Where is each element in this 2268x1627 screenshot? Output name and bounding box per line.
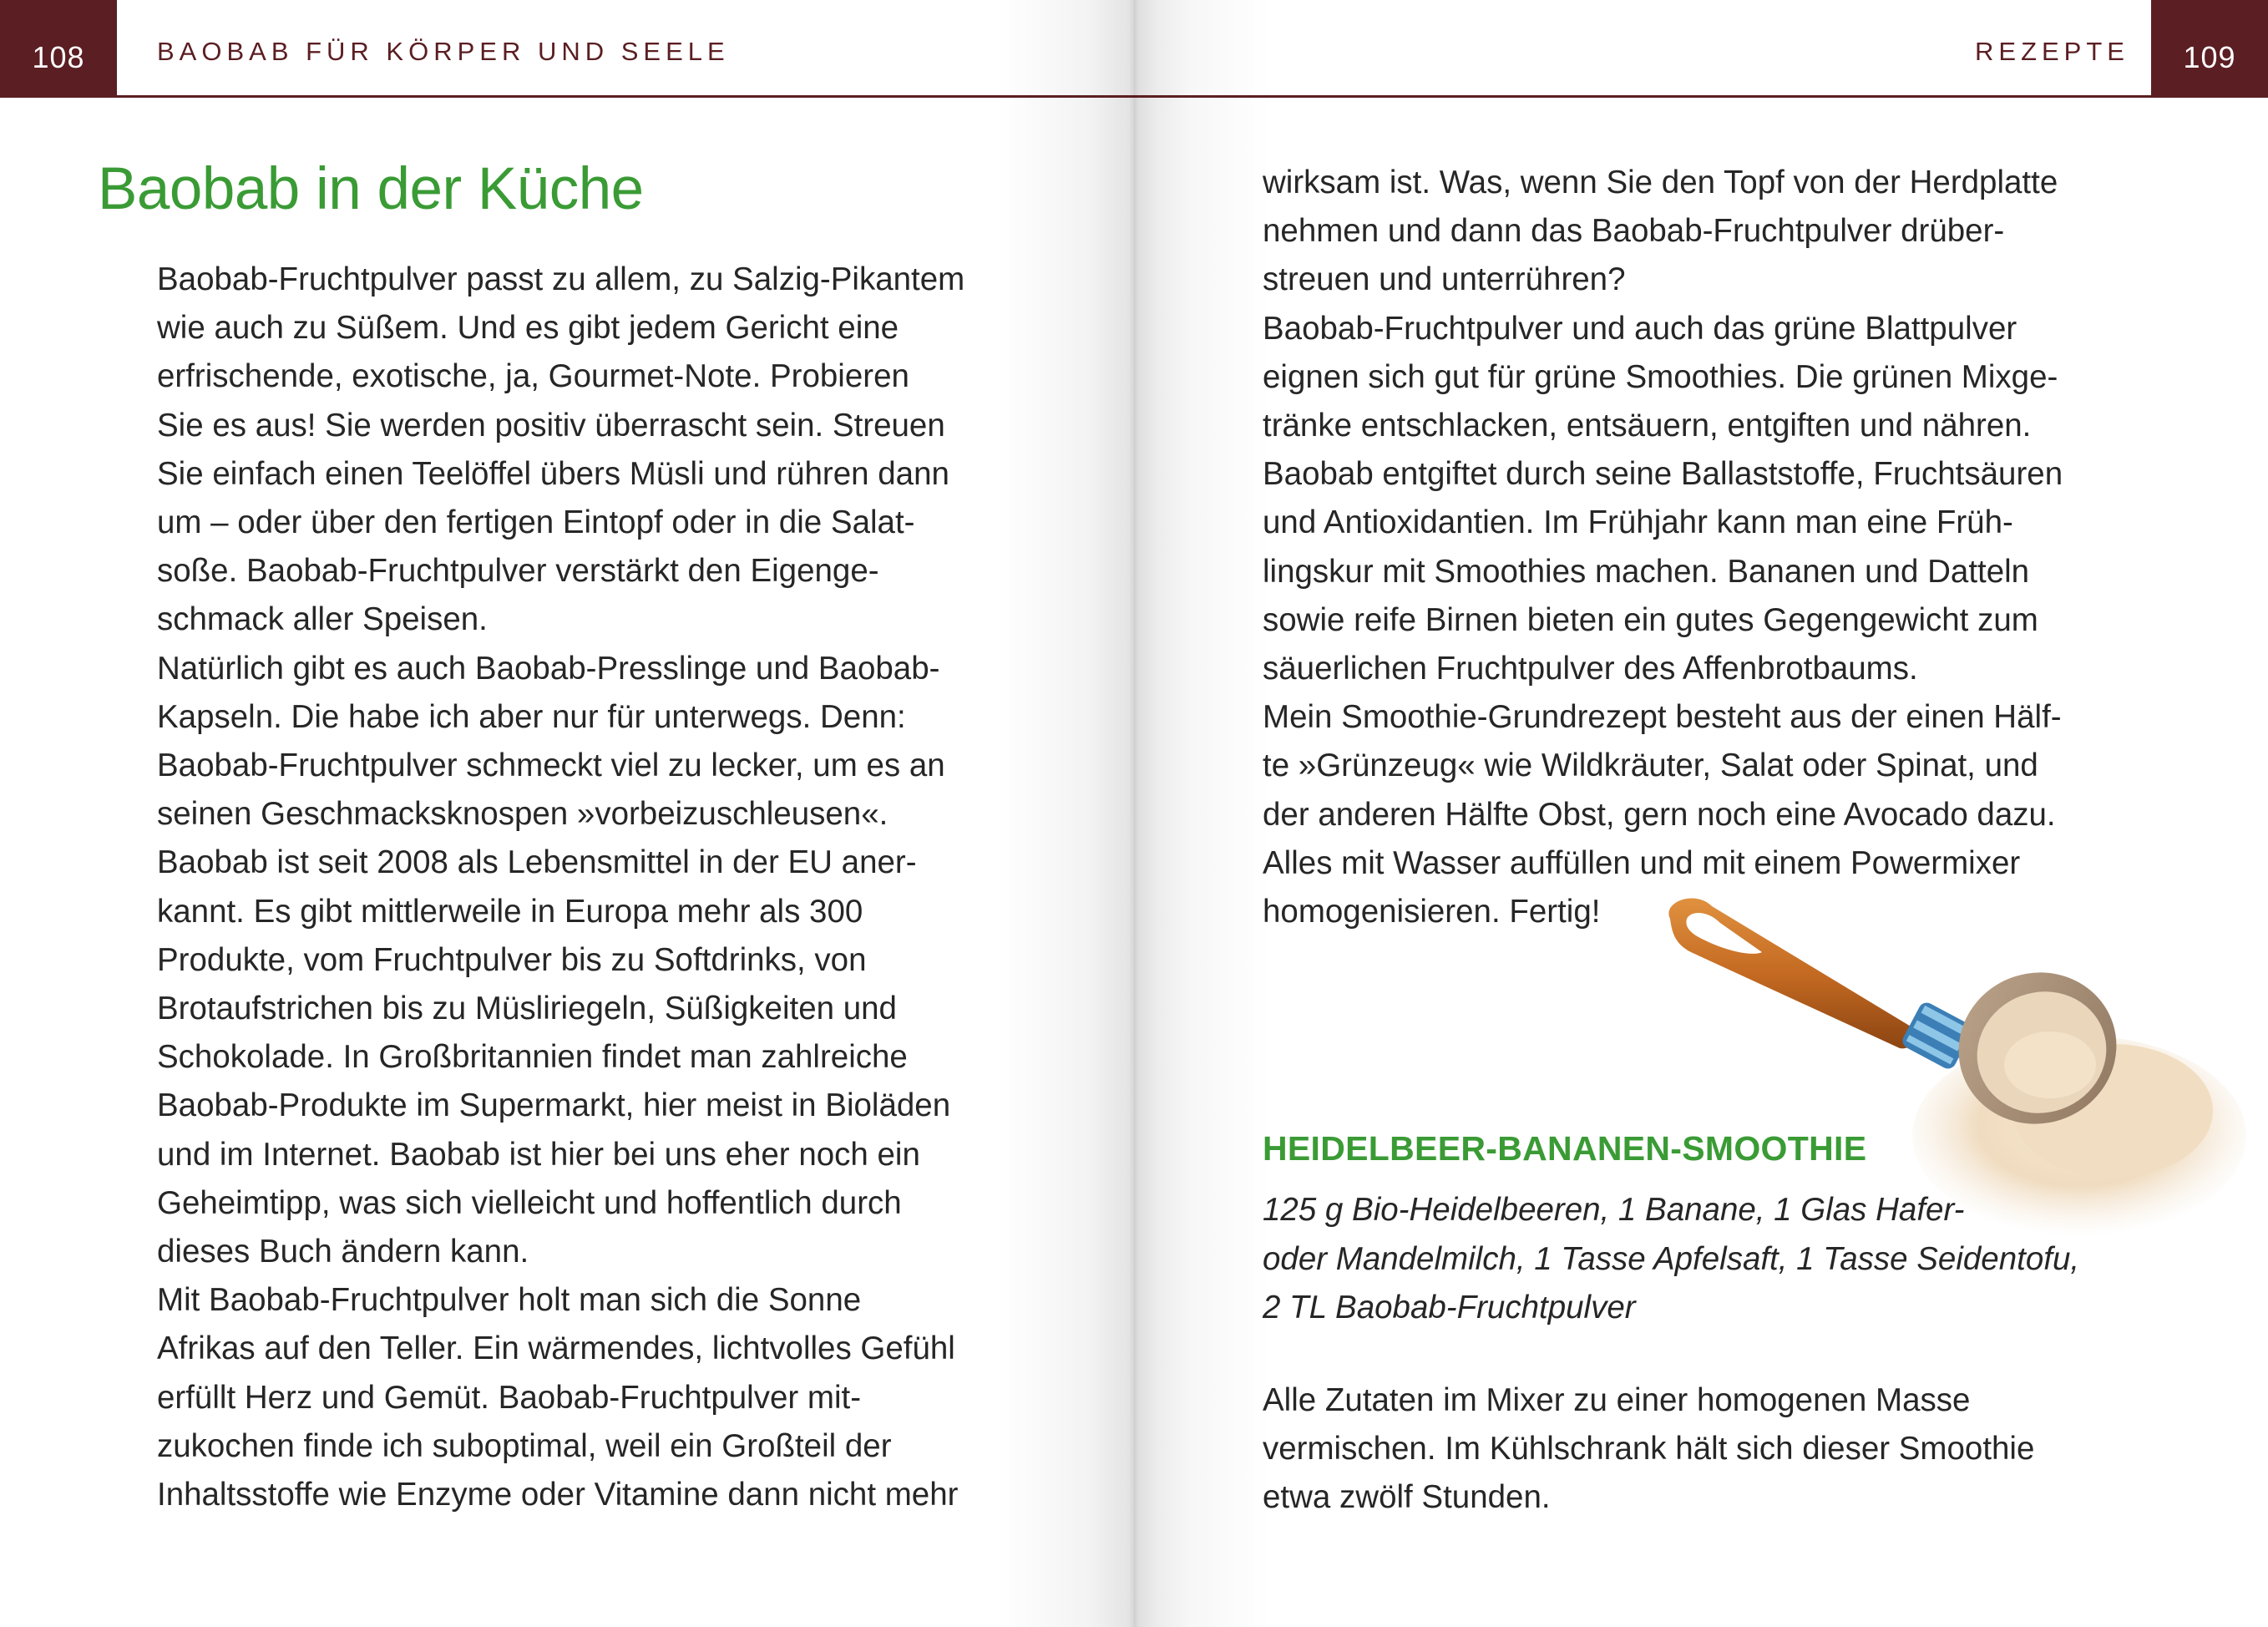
text-line: tränke entschlacken, entsäuern, entgiften und nähren. (1263, 408, 2032, 444)
text-line: dieses Buch ändern kann. (157, 1234, 529, 1270)
text-line: streuen und unterrühren? (1263, 261, 1626, 298)
text-line: Mein Smoothie-Grundrezept besteht aus der einen Hälf- (1263, 699, 2062, 736)
text-line: zukochen finde ich suboptimal, weil ein Großteil der (157, 1427, 892, 1464)
text-line: und im Internet. Baobab ist hier bei uns eher noch ein (157, 1136, 920, 1173)
text-line: wirksam ist. Was, wenn Sie den Topf von der Herdplatte (1263, 165, 2058, 200)
text-line: Baobab entgiftet durch seine Ballaststoffe, Fruchtsäuren (1263, 456, 2063, 493)
text-line: eignen sich gut für grüne Smoothies. Die grünen Mixge- (1263, 358, 2058, 395)
method-line: vermischen. Im Kühlschrank hält sich dieser Smoothie (1263, 1431, 2035, 1467)
ingredient-line: oder Mandelmilch, 1 Tasse Apfelsaft, 1 Tasse Seidentofu, (1263, 1240, 2080, 1277)
text-line: erfüllt Herz und Gemüt. Baobab-Fruchtpulver mit- (157, 1379, 862, 1416)
ingredient-line: 2 TL Baobab-Fruchtpulver (1263, 1290, 1636, 1325)
text-line: säuerlichen Fruchtpulver des Affenbrotbaums. (1263, 651, 1918, 687)
text-line: Inhaltsstoffe wie Enzyme oder Vitamine dann nicht mehr (157, 1477, 959, 1513)
page-number: 109 (2151, 0, 2268, 98)
chapter-title: Baobab in der Küche (98, 156, 644, 222)
text-line: Kapseln. Die habe ich aber nur für unterwegs. Denn: (157, 698, 906, 735)
header-rule (0, 95, 1134, 98)
text-line: schmack aller Speisen. (157, 601, 488, 638)
text-line: wie auch zu Süßem. Und es gibt jedem Gericht eine (157, 310, 899, 347)
text-line: soße. Baobab-Fruchtpulver verstärkt den Eigenge- (157, 553, 879, 590)
text-line: te »Grünzeug« wie Wildkräuter, Salat oder Spinat, und (1263, 748, 2038, 784)
text-line: um – oder über den fertigen Eintopf oder in die Salat- (157, 504, 915, 541)
text-line: sowie reife Birnen bieten ein gutes Gegengewicht zum (1263, 601, 2038, 638)
text-line: Baobab-Produkte im Supermarkt, hier meist in Bioläden (157, 1087, 951, 1124)
text-line: Sie es aus! Sie werden positiv überrascht sein. Streuen (157, 407, 945, 443)
text-line: Afrikas auf den Teller. Ein wärmendes, lichtvolles Gefühl (157, 1330, 955, 1367)
recipe-ingredients (1263, 1186, 2079, 1333)
text-line: Natürlich gibt es auch Baobab-Presslinge und Baobab- (157, 650, 940, 687)
text-line: Brotaufstrichen bis zu Müsliriegeln, Süßigkeiten und (157, 991, 897, 1027)
page-number: 108 (0, 0, 117, 98)
text-line: Baobab ist seit 2008 als Lebensmittel in der EU aner- (157, 844, 917, 881)
recipe-method (1263, 1376, 2034, 1523)
text-line: kannt. Es gibt mittlerweile in Europa mehr als 300 (157, 893, 863, 930)
text-line: lingskur mit Smoothies machen. Bananen und Datteln (1263, 553, 2030, 590)
text-line: homogenisieren. Fertig! (1263, 894, 1601, 930)
text-line: Geheimtipp, was sich vielleicht und hoffentlich durch (157, 1184, 902, 1221)
text-line: Sie einfach einen Teelöffel übers Müsli und rühren dann (157, 455, 949, 492)
text-line: Baobab-Fruchtpulver und auch das grüne Blattpulver (1263, 310, 2017, 347)
text-line: der anderen Hälfte Obst, gern noch eine Avocado dazu. (1263, 796, 2056, 833)
header-rule (1134, 95, 2268, 98)
text-line: Schokolade. In Großbritannien findet man zahlreiche (157, 1039, 908, 1076)
recipe-title: HEIDELBEER-BANANEN-SMOOTHIE (1263, 1129, 1867, 1168)
body-text (1263, 159, 2063, 936)
text-line: Produkte, vom Fruchtpulver bis zu Softdrinks, von (157, 941, 867, 978)
running-head: REZEPTE (1975, 37, 2129, 66)
text-line: Baobab-Fruchtpulver schmeckt viel zu lecker, um es an (157, 748, 945, 784)
running-head: BAOBAB FÜR KÖRPER UND SEELE (157, 37, 730, 66)
text-line: nehmen und dann das Baobab-Fruchtpulver drüber- (1263, 213, 2005, 250)
text-line: seinen Geschmacksknospen »vorbeizuschleusen«. (157, 796, 888, 833)
book-gutter (1129, 0, 1139, 1627)
method-line: etwa zwölf Stunden. (1263, 1479, 1551, 1516)
text-line: Mit Baobab-Fruchtpulver holt man sich die Sonne (157, 1282, 862, 1319)
body-text (157, 256, 964, 1519)
method-line: Alle Zutaten im Mixer zu einer homogenen Masse (1263, 1382, 1971, 1418)
text-line: erfrischende, exotische, ja, Gourmet-Note. Probieren (157, 358, 909, 395)
text-line: und Antioxidantien. Im Frühjahr kann man eine Früh- (1263, 504, 2013, 541)
ingredient-line: 125 g Bio-Heidelbeeren, 1 Banane, 1 Glas Hafer- (1263, 1192, 1965, 1228)
text-line: Baobab-Fruchtpulver passt zu allem, zu Salzig-Pikantem (157, 261, 965, 297)
text-line: Alles mit Wasser auffüllen und mit einem Powermixer (1263, 844, 2021, 881)
